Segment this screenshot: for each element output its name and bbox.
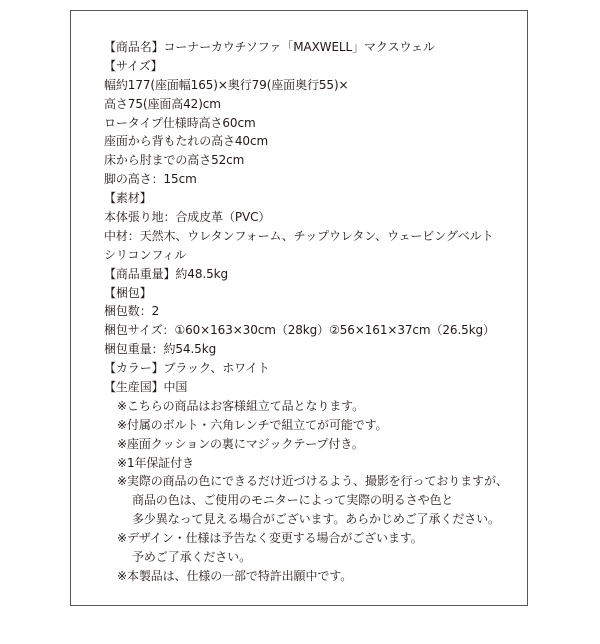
spec-note-warranty: ※1年保証付き — [117, 455, 194, 470]
spec-line-height: 高さ75(座面高42)cm — [104, 96, 221, 111]
spec-note-color-disclaimer: ※実際の商品の色にできるだけ近づけるよう、撮影を行っておりますが、 — [117, 474, 508, 489]
spec-line-product-name: 【商品名】コーナーカウチソファ「MAXWELL」マクスウェル — [104, 40, 435, 54]
spec-line-dimensions: 幅約177(座面幅165)×奥行79(座面奥行55)× — [104, 77, 349, 92]
spec-line-origin: 【生産国】中国 — [104, 380, 188, 395]
spec-note-patent: ※本製品は、仕様の一部で特許出願中です。 — [117, 568, 353, 583]
spec-line-backrest-height: 座面から背もたれの高さ40cm — [104, 134, 269, 149]
spec-line-filling-cont: シリコンフィル — [104, 247, 187, 262]
spec-note-assembly: ※こちらの商品はお客様組立て品となります。 — [117, 398, 364, 413]
spec-heading-size: 【サイズ】 — [104, 58, 163, 73]
spec-note-color-disclaimer-cont-1: 商品の色は、ご使用のモニターによって実際の明るさや色と — [132, 493, 454, 508]
spec-line-product-weight: 【商品重量】約48.5kg — [104, 266, 228, 281]
spec-note-design-change-cont: 予めご了承ください。 — [132, 550, 252, 565]
spec-line-leg-height: 脚の高さ：15cm — [104, 172, 197, 187]
spec-note-design-change: ※デザイン・仕様は予告なく変更する場合がございます。 — [117, 531, 423, 546]
spec-frame — [70, 10, 528, 606]
spec-line-color: 【カラー】ブラック、ホワイト — [104, 361, 270, 376]
spec-line-package-weight: 梱包重量：約54.5kg — [104, 342, 217, 357]
spec-line-armrest-height: 床から肘までの高さ52cm — [104, 153, 245, 168]
spec-list — [104, 38, 508, 586]
spec-heading-package: 【梱包】 — [104, 285, 152, 300]
spec-heading-material: 【素材】 — [104, 191, 152, 206]
spec-line-filling: 中材：天然木、ウレタンフォーム、チップウレタン、ウェービングベルト — [104, 228, 494, 243]
spec-line-package-count: 梱包数：2 — [104, 304, 160, 319]
spec-note-tools: ※付属のボルト・六角レンチで組立てが可能です。 — [117, 417, 388, 432]
spec-line-package-size: 梱包サイズ：①60×163×30cm（28kg）②56×161×37cm（26.5kg） — [104, 323, 495, 338]
spec-note-velcro: ※座面クッションの裏にマジックテープ付き。 — [117, 436, 364, 451]
spec-line-upholstery: 本体張り地：合成皮革（PVC） — [104, 210, 271, 225]
spec-note-color-disclaimer-cont-2: 多少異なって見える場合がございます。あらかじめご了承ください。 — [132, 512, 500, 527]
spec-line-low-type-height: ロータイプ仕様時高さ60cm — [104, 115, 256, 130]
